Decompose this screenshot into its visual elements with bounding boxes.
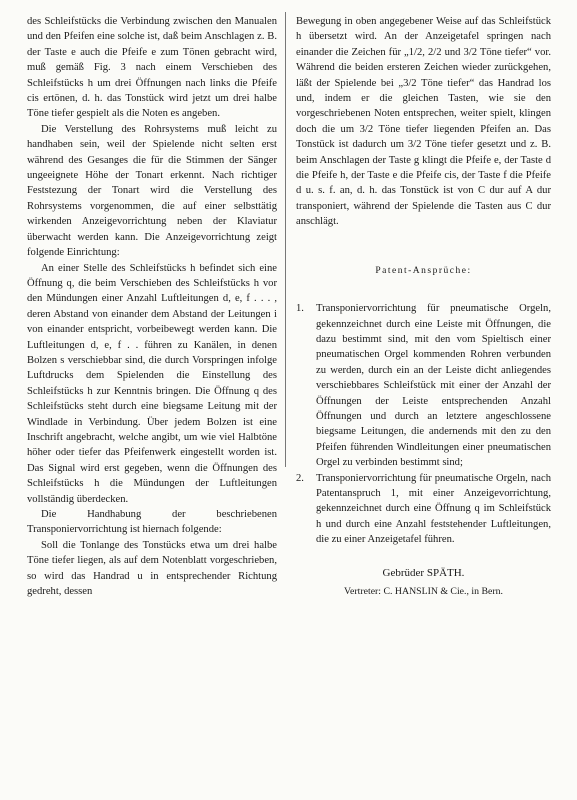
paragraph: Bewegung in oben angegebener Weise auf das Schleifstück h übersetzt wird. An der Anzeigetafel springen nach einander die Zeichen für „1/2, 2/2 und 3/2 Töne tiefer“ vor. Während die beiden ersteren Zeichen wieder zurückgehen, läßt der Spielende bei „3/2 Töne tiefer“ das Handrad los und, indem er die gleichen Tasten, wie sie den vorgeschriebenen Noten entsprechen, weiter spielt, klingen doch die um 3/2 Töne tiefer liegenden Pfeifen an. Das Tonstück ist dadurch um 3/2 Töne tiefer gesetzt und z. B. beim Anschlagen der Taste g klingt die Pfeife e, der Taste d die Pfeife h, der Taste e die Pfeife cis, der Taste f die Pfeife d u. s. f. an, d. h. das Tonstück ist von C dur auf A dur transponiert, während der Spielende die Tasten aus C dur anschlägt. <box>296 16 551 228</box>
claim-text: Transponiervorrichtung für pneumatische Orgeln, nach Patentanspruch 1, mit einer Anzeigevorrichtung, gekennzeichnet durch eine Öffnung q im Schleifstück h und durch eine Anzahl feststehender Luftleitungen, die zu einer Anzeigetafel führen. <box>316 472 551 546</box>
claims-heading: Patent-Ansprüche: <box>375 265 472 276</box>
claims-list <box>296 301 551 548</box>
signature-block <box>296 566 551 600</box>
paragraph: Die Verstellung des Rohrsystems muß leicht zu handhaben sein, weil der Spielende nicht selten erst während des Gesanges die für die Stimmen der Sänger ungeeignete Höhe der Tonart erkennt. Nach richtiger Feststezung der Tonart wird die Verstellung des Rohrsystems vorgenommen, die auf einer selbsttätig wirkenden Anzeigevorrichtung neben der Klaviatur überwacht werden kann. Die Anzeigevorrichtung zeigt folgende Einrichtung: <box>27 123 277 259</box>
paragraph: des Schleifstücks die Verbindung zwischen den Manualen und den Pfeifen eine solche ist, daß beim Anschlagen z. B. der Taste e auch die Pfeife e zum Tönen gebracht wird, muß gemäß Fig. 3 nach einem Verschieben des Schleifstücks h um drei Öffnungen nach links die Pfeife cis ertönen, d. h. das Tonstück wird jetzt um drei halbe Töne tiefer gespielt als die Noten es angeben. <box>27 16 277 120</box>
column-divider <box>285 12 286 467</box>
paragraph: An einer Stelle des Schleifstücks h befindet sich eine Öffnung q, die beim Verschieben des Schleifstücks h vor den Mündungen einer Anzahl Luftleitungen d, e, f . . . , deren Abstand von einander dem Abstand der Leitungen i von einander entspricht, vorbeibewegt werden kann. Die Luftleitungen d, e, f . . führen zu Kanälen, in denen Bolzen s verschiebbar sind, die durch Vorspringen infolge Luftdrucks dem Spielenden die Einstellung des Schleifstücks h zur Kenntnis bringen. Die Öffnung q des Schleifstücks steht durch eine biegsame Leitung mit der Windlade in Verbindung. Über jedem Bolzen ist eine Inschrift angebracht, welche angibt, um wie viel Halbtöne höher oder tiefer das Pfeifenwerk eingestellt worden ist. Das Signal wird erst gegeben, wenn die Öffnungen des Schleifstücks h die Mündungen der Luftleitungen vollständig überdecken. <box>27 262 277 505</box>
claim-item <box>296 301 551 470</box>
applicant-name: Gebrüder SPÄTH. <box>382 566 465 579</box>
right-column <box>296 14 551 599</box>
representative: Vertreter: C. HANSLIN & Cie., in Bern. <box>344 586 503 597</box>
left-column <box>27 14 277 599</box>
paragraph: Soll die Tonlange des Tonstücks etwa um drei halbe Töne tiefer liegen, als auf dem Notenblatt vorgeschrieben, so wird das Handrad u in entsprechender Richtung gedreht, dessen <box>27 539 277 598</box>
claim-text: Transponiervorrichtung für pneumatische Orgeln, gekennzeichnet durch eine Leiste mit Öffnungen, die dazu bestimmt sind, mit den vom Spieltisch einer pneumatischen Orgel kommenden Rohren verbunden zu werden, durch ein an der Leiste dicht anliegendes verschiebbares Schleifstück mit einer der Anzahl der Öffnungen der Leiste entsprechenden Anzahl Öffnungen und durch an letztere angeschlossene biegsame Leitungen, die andernends mit den zu den Pfeifen führenden Windleitungen einer pneumatischen Orgel zu verbinden bestimmt sind; <box>316 303 551 469</box>
claim-number: 2. <box>296 472 304 484</box>
paragraph: Die Handhabung der beschriebenen Transponiervorrichtung ist hiernach folgende: <box>27 509 277 536</box>
claim-number: 1. <box>296 303 304 315</box>
claim-item <box>296 471 551 548</box>
